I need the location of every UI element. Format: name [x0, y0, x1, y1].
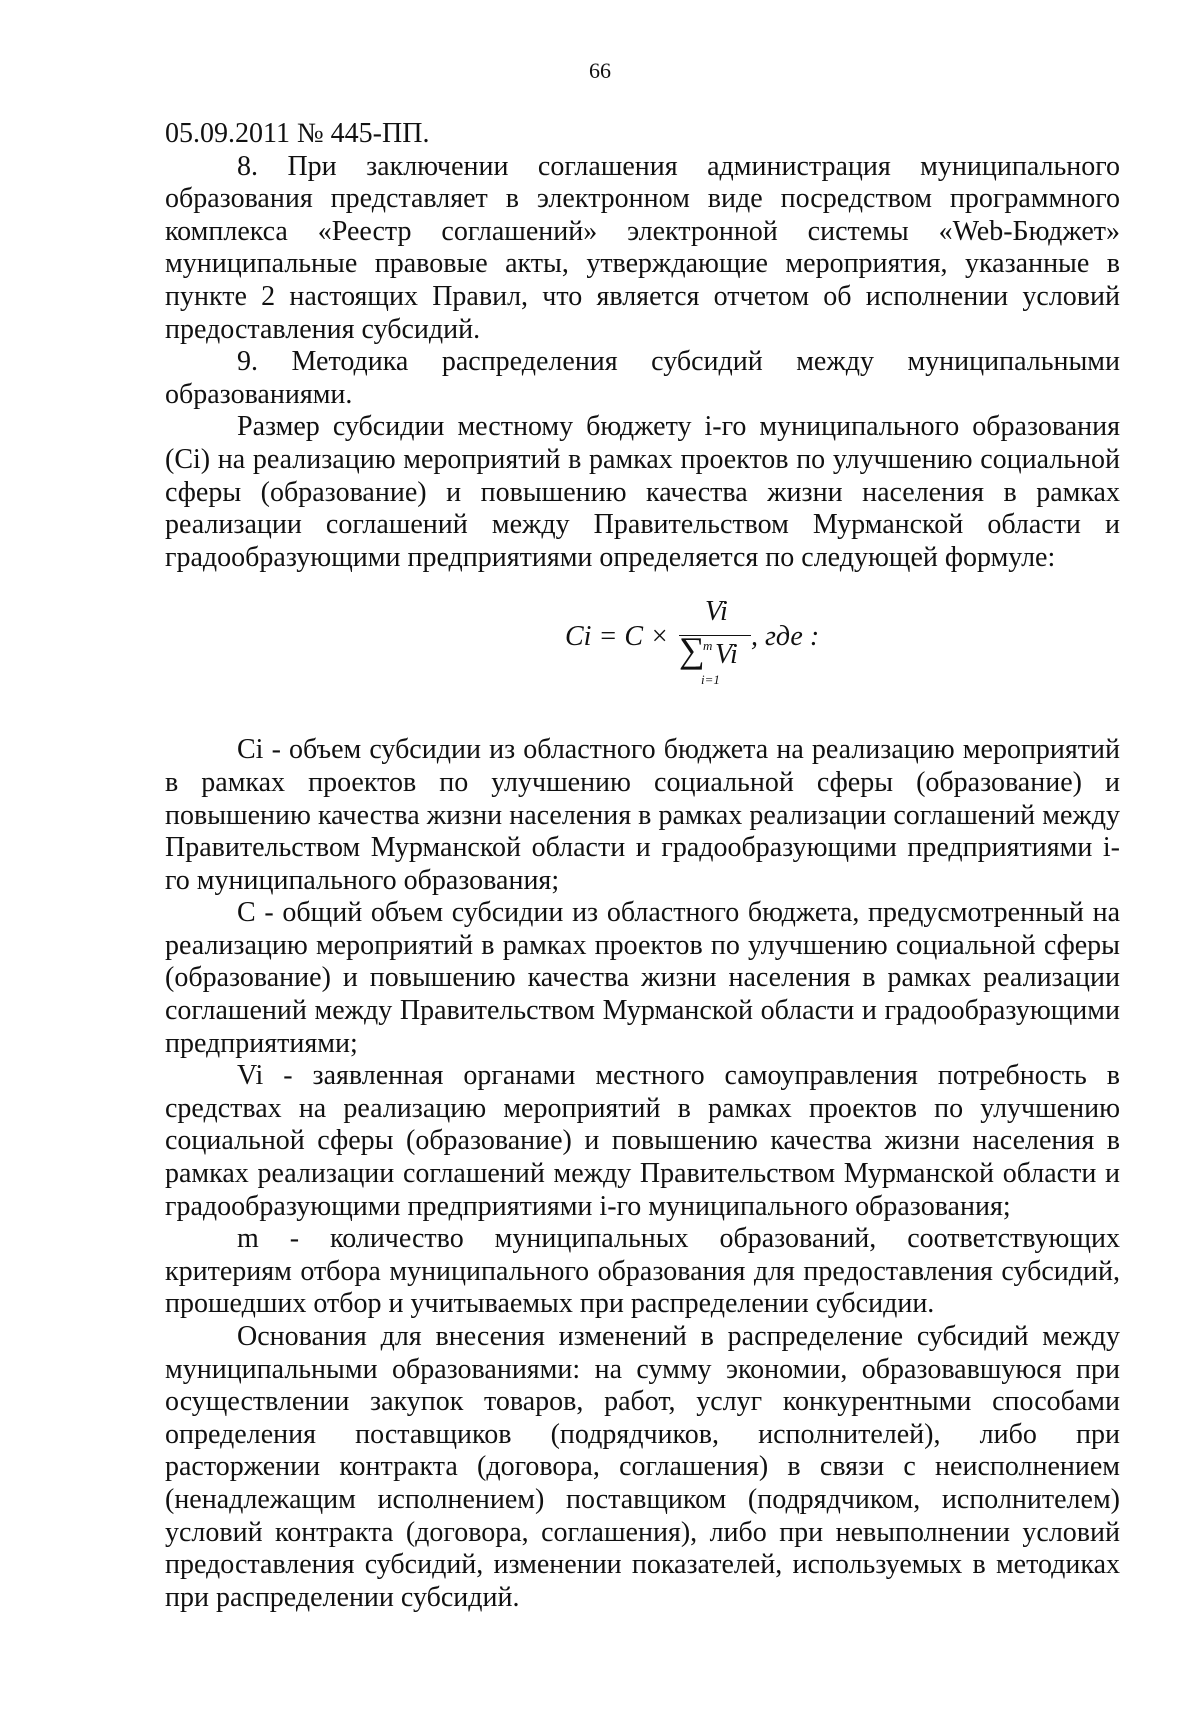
definition-ci: Ci - объем субсидии из областного бюджета на реализацию мероприятий в рамках проектов по улучшению социальной сферы (образование) и повышению качества жизни населения в рамках реализации соглашений между Правительством Мурманской области и градообразующими предприятиями i-го муниципального образования; [165, 734, 1120, 896]
sigma-symbol: ∑ [679, 630, 705, 671]
formula-intro: Размер субсидии местному бюджету i-го муниципального образования (Ci) на реализацию мероприятий в рамках проектов по улучшению социальной сферы (образование) и повышению качества жизни населения в рамках реализации соглашений между Правительством Мурманской области и градообразующими предприятиями определяется по следующей формуле: [165, 411, 1120, 573]
sum-upper-limit: m [703, 638, 713, 654]
definition-vi: Vi - заявленная органами местного самоуправления потребность в средствах на реализацию мероприятий в рамках проектов по улучшению социальной сферы (образование) и повышению качества жизни населения в рамках реализации соглашений между Правительством Мурманской области и градообразующими предприятиями i-го муниципального образования; [165, 1060, 1120, 1222]
formula-lhs: Ci = C × [565, 621, 669, 653]
formula-fraction [679, 596, 751, 688]
paragraph-8: 8. При заключении соглашения администрация муниципального образования представляет в электронном виде посредством программного комплекса «Реестр соглашений» электронной системы «Web-Бюджет» муниципальные правовые акты, утверждающие мероприятия, указанные в пункте 2 настоящих Правил, что является отчетом об исполнении условий предоставления субсидий. [165, 150, 1120, 345]
formula-denominator: Vi [715, 639, 738, 671]
definition-c: С - общий объем субсидии из областного бюджета, предусмотренный на реализацию мероприятий в рамках проектов по улучшению социальной сферы (образование) и повышению качества жизни населения в рамках реализации соглашений между Правительством Мурманской области и градообразующими предприятиями; [165, 897, 1120, 1059]
formula-numerator: Vi [705, 596, 728, 628]
definition-m: m - количество муниципальных образований, соответствующих критериям отбора муниципального образования для предоставления субсидий, прошедших отбор и учитываемых при распределении субсидии. [165, 1223, 1120, 1320]
formula-tail: , где : [751, 621, 820, 653]
grounds-paragraph: Основания для внесения изменений в распределение субсидий между муниципальными образованиями: на сумму экономии, образовавшуюся при осуществлении закупок товаров, работ, услуг конкурентными способами определения поставщиков (подрядчиков, исполнителей), либо при расторжении контракта (договора, соглашения) в связи с неисполнением (ненадлежащим исполнением) поставщиком (подрядчиком, исполнителем) условий контракта (договора, соглашения), либо при невыполнении условий предоставления субсидий, изменении показателей, используемых в методиках при распределении субсидий. [165, 1321, 1120, 1613]
sum-lower-limit: i=1 [701, 672, 720, 688]
paragraph-9: 9. Методика распределения субсидий между муниципальными образованиями. [165, 346, 1120, 410]
reference-line: 05.09.2011 № 445-ПП. [165, 118, 430, 149]
page-number: 66 [589, 58, 611, 83]
formula [165, 574, 1120, 734]
document-body [165, 118, 1120, 1614]
